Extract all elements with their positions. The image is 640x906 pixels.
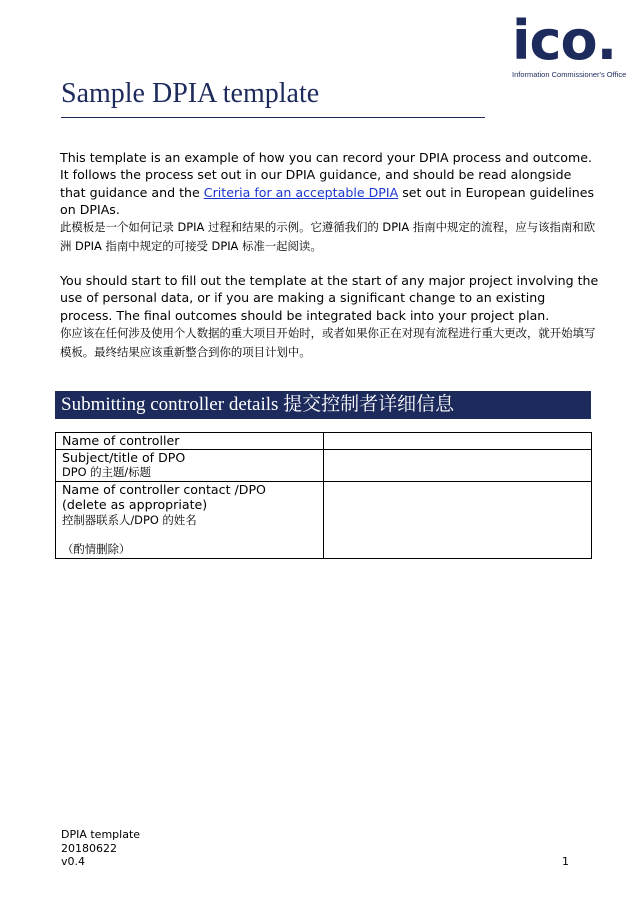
table-row	[56, 449, 592, 481]
table-row	[56, 433, 592, 450]
intro-paragraph-1	[60, 149, 600, 256]
section-heading: Submitting controller details 提交控制者详细信息	[55, 391, 591, 419]
controller-contact-field[interactable]	[323, 481, 591, 558]
controller-contact-label-note: (delete as appropriate)	[62, 497, 208, 512]
footer	[61, 828, 140, 869]
dpo-title-label-zh: DPO 的主题/标题	[62, 465, 152, 479]
dpo-title-label	[56, 449, 324, 481]
intro-text-before-link: This template is an example of how you can record your DPIA process and outcome. It follows the process set out in our DPIA guidance, and should be read alongside that guidance and the	[60, 150, 593, 200]
controller-details-table	[55, 432, 592, 559]
criteria-dpia-link[interactable]: Criteria for an acceptable DPIA	[203, 184, 399, 200]
controller-contact-label-en: Name of controller contact /DPO	[62, 481, 266, 497]
logo-subtitle: Information Commissioner's Office	[512, 70, 627, 79]
controller-name-label	[56, 433, 324, 450]
intro-text-after-link: set out in European guidelines on DPIAs.	[60, 184, 595, 217]
footer-version: v0.4	[61, 855, 86, 868]
intro-paragraph-2	[60, 272, 600, 362]
controller-name-label-text: Name of controller	[62, 433, 180, 448]
controller-contact-label	[56, 481, 324, 558]
page-title: Sample DPIA template	[61, 78, 320, 109]
intro-text-zh: 此模板是一个如何记录 DPIA 过程和结果的示例。它遵循我们的 DPIA 指南中规定的流程，应与该指南和欧洲 DPIA 指南中规定的可接受 DPIA 标准一起阅读。	[60, 220, 596, 254]
table-row	[56, 481, 592, 558]
controller-contact-label-zh-note: （酌情删除）	[62, 542, 131, 556]
intro-text-2-en: You should start to fill out the template at the start of any major project involving the use of personal data, or if you are making a significant change to an existing process. The final outcomes should be integrated back into your project plan.	[60, 273, 599, 323]
intro-text-2-zh: 你应该在任何涉及使用个人数据的重大项目开始时，或者如果你正在对现有流程进行重大更改，就开始填写模板。最终结果应该重新整合到你的项目计划中。	[60, 325, 596, 359]
dpo-title-label-en: Subject/title of DPO	[62, 449, 186, 465]
title-divider	[61, 117, 485, 118]
page-number: 1	[562, 855, 569, 868]
controller-name-field[interactable]	[323, 433, 591, 450]
footer-date: 20180622	[61, 841, 117, 855]
ico-logo	[512, 9, 627, 79]
dpo-title-field[interactable]	[323, 449, 591, 481]
logo-mark: ico.	[512, 9, 617, 72]
intro-text-en	[60, 149, 600, 218]
footer-doc-name: DPIA template	[61, 828, 141, 841]
controller-contact-label-zh: 控制器联系人/DPO 的姓名	[62, 512, 197, 527]
